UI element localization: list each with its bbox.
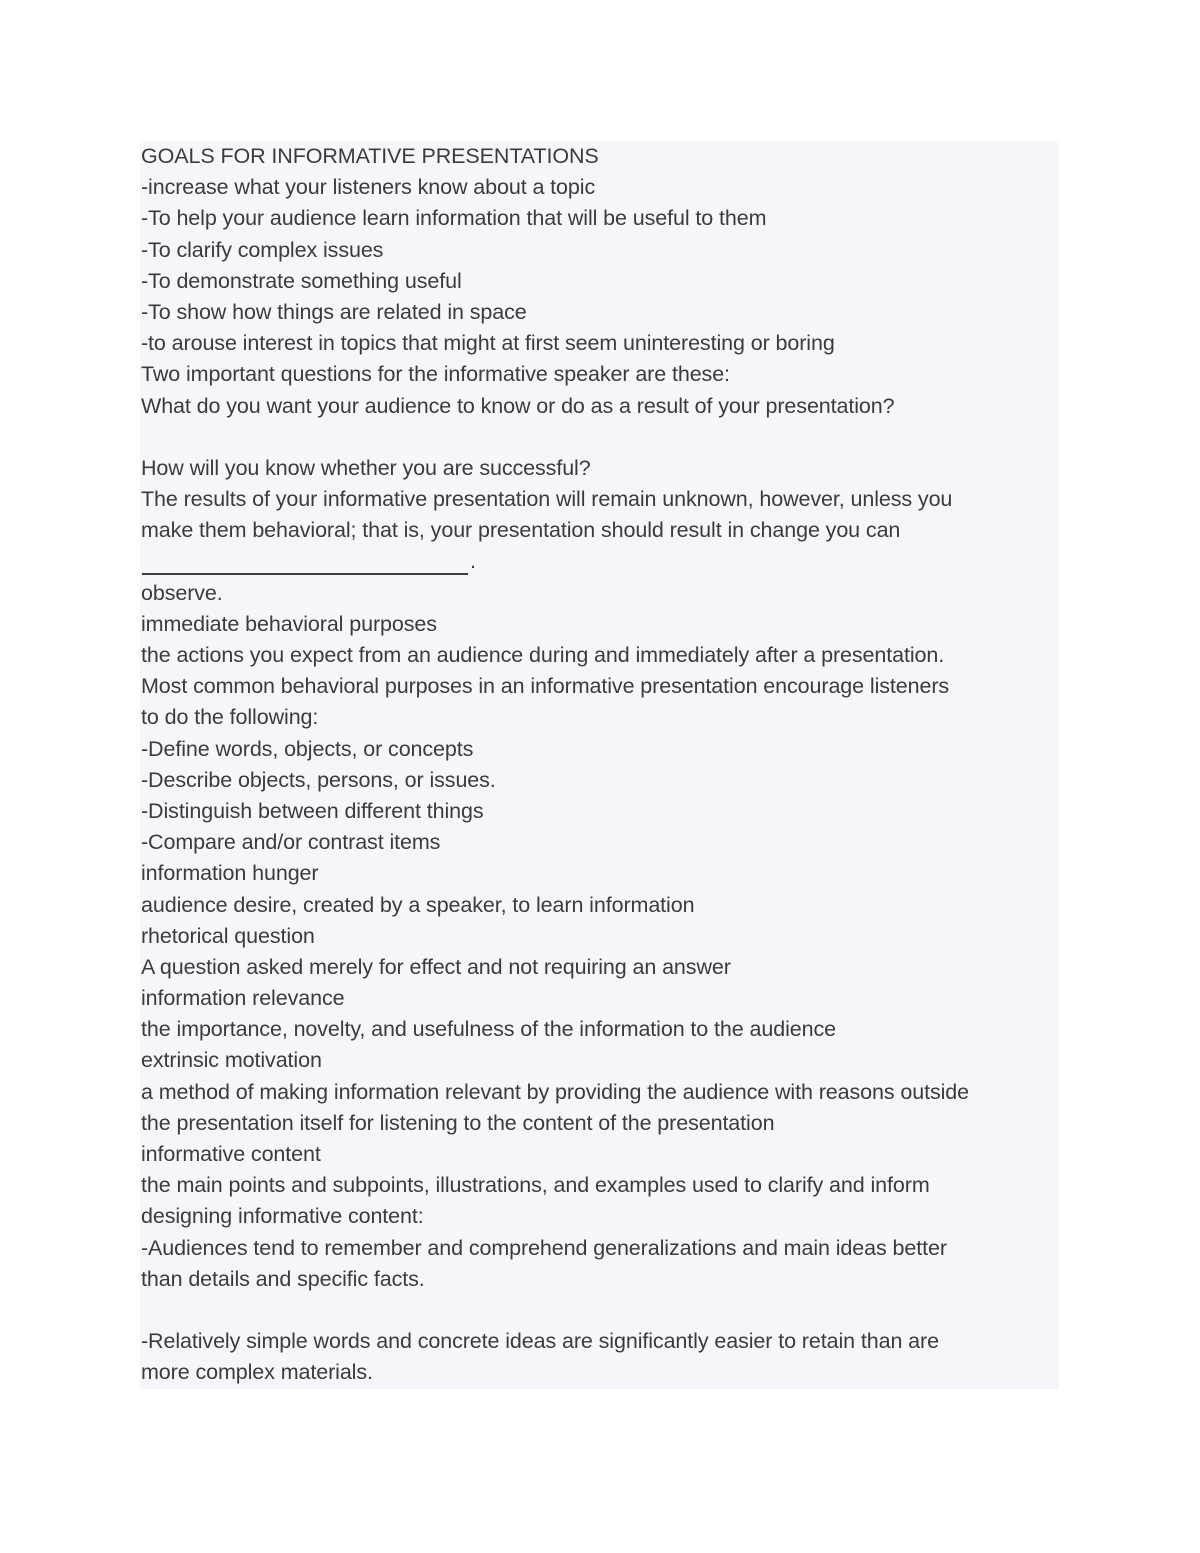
text-line: -To clarify complex issues (141, 237, 384, 262)
fill-in-blank-line (141, 546, 1059, 577)
text-line: more complex materials. (141, 1360, 373, 1385)
text-line: What do you want your audience to know or do as a result of your presentation? (141, 393, 895, 418)
blank-line (141, 1295, 1059, 1326)
text-line: How will you know whether you are successful? (141, 455, 591, 480)
text-line: -To show how things are related in space (141, 299, 527, 324)
term-line: information relevance (141, 986, 345, 1011)
text-line: -Distinguish between different things (141, 798, 484, 823)
text-line: audience desire, created by a speaker, to learn information (141, 892, 695, 917)
text-line: the importance, novelty, and usefulness of the information to the audience (141, 1017, 836, 1042)
text-line: A question asked merely for effect and not requiring an answer (141, 954, 731, 979)
text-line: observe. (141, 580, 223, 605)
text-line: -Define words, objects, or concepts (141, 736, 474, 761)
document-title: GOALS FOR INFORMATIVE PRESENTATIONS (141, 144, 599, 168)
text-line: the main points and subpoints, illustrations, and examples used to clarify and inform (141, 1173, 930, 1198)
text-line: Two important questions for the informative speaker are these: (141, 362, 730, 387)
term-line: extrinsic motivation (141, 1048, 322, 1073)
term-line: informative content (141, 1142, 321, 1166)
text-line: a method of making information relevant by providing the audience with reasons outside (141, 1079, 970, 1104)
term-line: rhetorical question (141, 923, 315, 948)
text-line: -increase what your listeners know about a topic (141, 175, 596, 200)
text-line: to do the following: (141, 705, 319, 730)
text-line: -Compare and/or contrast items (141, 830, 441, 855)
term-line: information hunger (141, 861, 319, 886)
text-line: make them behavioral; that is, your presentation should result in change you can (141, 518, 901, 543)
text-line: -to arouse interest in topics that might at first seem uninteresting or boring (141, 331, 835, 356)
blank-line (141, 422, 1059, 453)
document-text-block (140, 141, 1059, 1389)
text-line: -To demonstrate something useful (141, 268, 462, 293)
blank-period: . (470, 549, 476, 574)
text-line: the actions you expect from an audience during and immediately after a presentation. (141, 643, 945, 667)
term-line: immediate behavioral purposes (141, 611, 437, 636)
text-line: the presentation itself for listening to the content of the presentation (141, 1110, 775, 1135)
text-line: -Audiences tend to remember and comprehend generalizations and main ideas better (141, 1235, 947, 1260)
blank-underline (142, 573, 468, 575)
text-line: The results of your informative presentation will remain unknown, however, unless you (141, 487, 953, 512)
text-line: than details and specific facts. (141, 1266, 425, 1291)
text-line: designing informative content: (141, 1204, 424, 1229)
text-line: -To help your audience learn information that will be useful to them (141, 206, 767, 231)
text-line: Most common behavioral purposes in an informative presentation encourage listeners (141, 674, 950, 699)
text-line: -Relatively simple words and concrete ideas are significantly easier to retain than are (141, 1329, 939, 1354)
text-line: -Describe objects, persons, or issues. (141, 767, 496, 792)
